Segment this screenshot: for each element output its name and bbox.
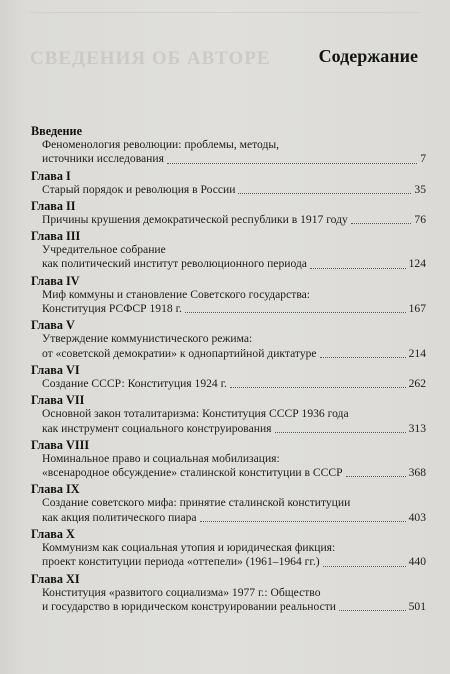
toc-entry-title-line: Создание СССР: Конституция 1924 г. [42, 376, 227, 390]
toc-entry-last-line [42, 302, 426, 316]
toc-page-number: 76 [414, 212, 426, 226]
toc-entry-title-line: и государство в юридическом конструировании реальности [42, 599, 336, 613]
toc-page-number: 124 [408, 257, 426, 271]
toc-entry[interactable] [31, 288, 426, 317]
dot-leader [230, 377, 406, 388]
toc-section [31, 363, 426, 391]
toc-entry-title-line: Миф коммуны и становление Советского государства: [42, 287, 311, 301]
toc-entry-last-line [42, 257, 426, 271]
toc-page-number: 262 [408, 376, 426, 390]
toc-page-number: 403 [408, 510, 426, 524]
toc-entry-last-line [42, 466, 426, 480]
dot-leader [323, 556, 406, 567]
toc-page-number: 167 [408, 302, 426, 316]
dot-leader [275, 422, 406, 433]
toc-page-number: 7 [420, 152, 426, 166]
toc-entry-last-line [42, 213, 426, 227]
toc-chapter-heading: Глава IX [31, 482, 80, 497]
toc-entry[interactable] [31, 452, 426, 481]
toc-entry[interactable] [31, 138, 426, 167]
toc-section [31, 169, 426, 197]
toc-chapter-heading: Введение [31, 124, 82, 138]
toc-entry-title-line: Конституция «развитого социализма» 1977 г.: Общество [42, 585, 321, 599]
toc-entry[interactable] [31, 541, 426, 570]
toc-page-number: 35 [414, 182, 426, 196]
toc-section [31, 318, 426, 361]
toc-entry-title-line: как политический институт революционного периода [42, 257, 307, 271]
toc-page-number: 501 [408, 599, 426, 613]
toc-entry-title-line: Создание советского мифа: принятие сталинской конституции [42, 496, 351, 510]
toc-chapter-heading: Глава XI [31, 571, 80, 586]
toc-entry[interactable] [31, 586, 426, 615]
dot-leader [200, 511, 406, 522]
toc-section [31, 274, 426, 317]
toc-chapter-heading: Глава VII [31, 393, 85, 408]
toc-entry-title-line: проект конституции периода «оттепели» (1961–1964 гг.) [42, 555, 320, 569]
toc-chapter-heading: Глава I [31, 168, 71, 183]
toc-chapter-heading: Глава III [31, 229, 81, 244]
toc-chapter-heading: Глава V [31, 318, 75, 333]
toc-entry-title-line: Конституция РСФСР 1918 г. [42, 302, 182, 316]
toc-entry-title-line: как акция политического пиара [42, 510, 197, 524]
toc-entry-last-line [42, 183, 426, 197]
toc-entry-title-line: источники исследования [42, 152, 164, 166]
toc-entry[interactable] [31, 213, 426, 227]
toc-entry-title-line: Причины крушения демократической республики в 1917 году [42, 212, 348, 226]
dot-leader [351, 213, 412, 224]
dot-leader [339, 600, 406, 611]
dot-leader [238, 183, 411, 194]
dot-leader [346, 466, 406, 477]
toc-entry[interactable] [31, 332, 426, 361]
toc-section [31, 199, 426, 227]
toc-entry-last-line [42, 422, 426, 436]
toc-page-number: 368 [408, 466, 426, 480]
toc-entry-title-line: Старый порядок и революция в России [42, 182, 236, 196]
dot-leader [167, 153, 417, 164]
running-header-rule [30, 12, 420, 23]
toc-entry[interactable] [31, 377, 426, 391]
table-of-contents [31, 124, 426, 616]
toc-entry-last-line [42, 555, 426, 569]
show-through-heading: СВЕДЕНИЯ ОБ АВТОРЕ [30, 48, 271, 69]
toc-chapter-heading: Глава II [31, 198, 76, 213]
toc-entry-title-line: Утверждение коммунистического режима: [42, 332, 253, 346]
toc-chapter-heading: Глава VI [31, 362, 80, 377]
toc-entry-title-line: Учредительное собрание [42, 243, 166, 257]
toc-entry-title-line: от «советской демократии» к однопартийной диктатуре [42, 346, 317, 360]
toc-entry-last-line [42, 347, 426, 361]
toc-entry-title-line: «всенародное обсуждение» сталинской конституции в СССР [42, 466, 343, 480]
toc-section [31, 438, 426, 481]
toc-chapter-heading: Глава X [31, 527, 75, 542]
toc-entry[interactable] [31, 243, 426, 272]
dot-leader [320, 347, 406, 358]
toc-section [31, 393, 426, 436]
toc-entry-title-line: Основной закон тоталитаризма: Конституция СССР 1936 года [42, 407, 349, 421]
toc-entry-title-line: Номинальное право и социальная мобилизация: [42, 451, 280, 465]
toc-section [31, 572, 426, 615]
toc-entry-title-line: Коммунизм как социальная утопия и юридическая фикция: [42, 541, 336, 555]
dot-leader [185, 302, 406, 313]
toc-section [31, 229, 426, 272]
toc-entry[interactable] [31, 496, 426, 525]
page-title: Содержание [318, 46, 418, 66]
toc-page-number: 440 [408, 555, 426, 569]
toc-entry-last-line [42, 377, 426, 391]
toc-section [31, 527, 426, 570]
toc-chapter-heading: Глава IV [31, 273, 80, 288]
toc-chapter-heading: Глава VIII [31, 437, 90, 452]
toc-page-number: 313 [408, 421, 426, 435]
dot-leader [310, 258, 406, 269]
toc-entry-last-line [42, 152, 426, 166]
toc-entry-last-line [42, 600, 426, 614]
toc-entry-title-line: Феноменология революции: проблемы, методы, [42, 138, 280, 151]
toc-entry[interactable] [31, 183, 426, 197]
toc-entry[interactable] [31, 407, 426, 436]
toc-section [31, 124, 426, 167]
toc-entry-last-line [42, 511, 426, 525]
toc-entry-title-line: как инструмент социального конструирования [42, 421, 272, 435]
toc-section [31, 482, 426, 525]
toc-page-number: 214 [408, 346, 426, 360]
